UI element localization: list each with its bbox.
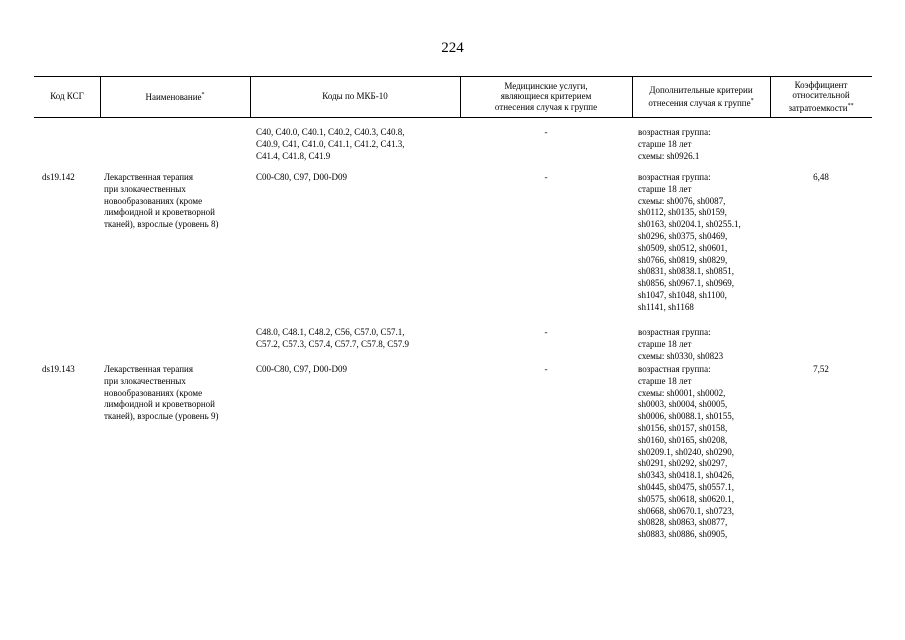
page-number: 224 bbox=[441, 40, 464, 56]
header-code: Код КСГ bbox=[50, 91, 84, 102]
row-mkb: C00-C80, C97, D00-D09 bbox=[256, 172, 348, 182]
row-code: ds19.143 bbox=[42, 364, 75, 374]
row-name: Лекарственная терапия при злокачественных новообразованиях (кроме лимфоидной и кроветворной тканей), взрослые (уровень 9) bbox=[104, 364, 219, 422]
row-services: - bbox=[544, 172, 548, 182]
row-criteria: возрастная группа: старше 18 лет схемы: sh0330, sh0823 bbox=[638, 327, 724, 361]
header-name: Наименование* bbox=[145, 92, 205, 103]
row-mkb: C40, C40.0, C40.1, C40.2, C40.3, C40.8, C40.9, C41, C41.0, C41.1, C41.2, C41.3, C41.4, C41.8, C41.9 bbox=[256, 127, 405, 161]
header-criteria: Дополнительные критерии отнесения случая к группе* bbox=[648, 85, 754, 108]
row-coefficient: 7,52 bbox=[813, 364, 829, 374]
row-name: Лекарственная терапия при злокачественных новообразованиях (кроме лимфоидной и кроветворной тканей), взрослые (уровень 8) bbox=[104, 172, 219, 230]
row-coefficient: 6,48 bbox=[813, 172, 829, 182]
row-services: - bbox=[544, 364, 548, 374]
row-mkb: C00-C80, C97, D00-D09 bbox=[256, 364, 348, 374]
header-bottom-rule bbox=[34, 117, 872, 118]
row-services: - bbox=[544, 127, 548, 137]
header-coefficient: Коэффициент относительной затратоемкости** bbox=[788, 79, 854, 113]
header-services: Медицинские услуги, являющиеся критерием отнесения случая к группе bbox=[494, 80, 598, 112]
row-mkb: C48.0, C48.1, C48.2, C56, C57.0, C57.1, C57.2, C57.3, C57.4, C57.7, C57.8, C57.9 bbox=[256, 327, 410, 349]
row-criteria: возрастная группа: старше 18 лет схемы: sh0001, sh0002, sh0003, sh0004, sh0005, sh0006, sh0088.1, sh0155, sh0156, sh0157, sh0158, sh0160, sh0165, sh0208, sh0209.1, sh0240, sh0290, sh0291, sh0292, sh0297, sh0343, sh0418.1, sh0426, sh0445, sh0475, sh0557.1, sh0575, sh0618, sh0620.1, sh0668, sh0670.1, sh0723, sh0828, sh0863, sh0877, sh0883, sh0886, sh0905, bbox=[638, 364, 735, 540]
row-code: ds19.142 bbox=[42, 172, 75, 182]
row-services: - bbox=[544, 327, 548, 337]
row-criteria: возрастная группа: старше 18 лет схемы: sh0076, sh0087, sh0112, sh0135, sh0159, sh0163, sh0204.1, sh0255.1, sh0296, sh0375, sh0469, sh0509, sh0512, sh0601, sh0766, sh0819, sh0829, sh0831, sh0838.1, sh0851, sh0856, sh0967.1, sh0969, sh1047, sh1048, sh1100, sh1141, sh1168 bbox=[638, 172, 741, 312]
row-criteria: возрастная группа: старше 18 лет схемы: sh0926.1 bbox=[638, 127, 711, 161]
header-mkb: Коды по МКБ-10 bbox=[322, 91, 388, 102]
